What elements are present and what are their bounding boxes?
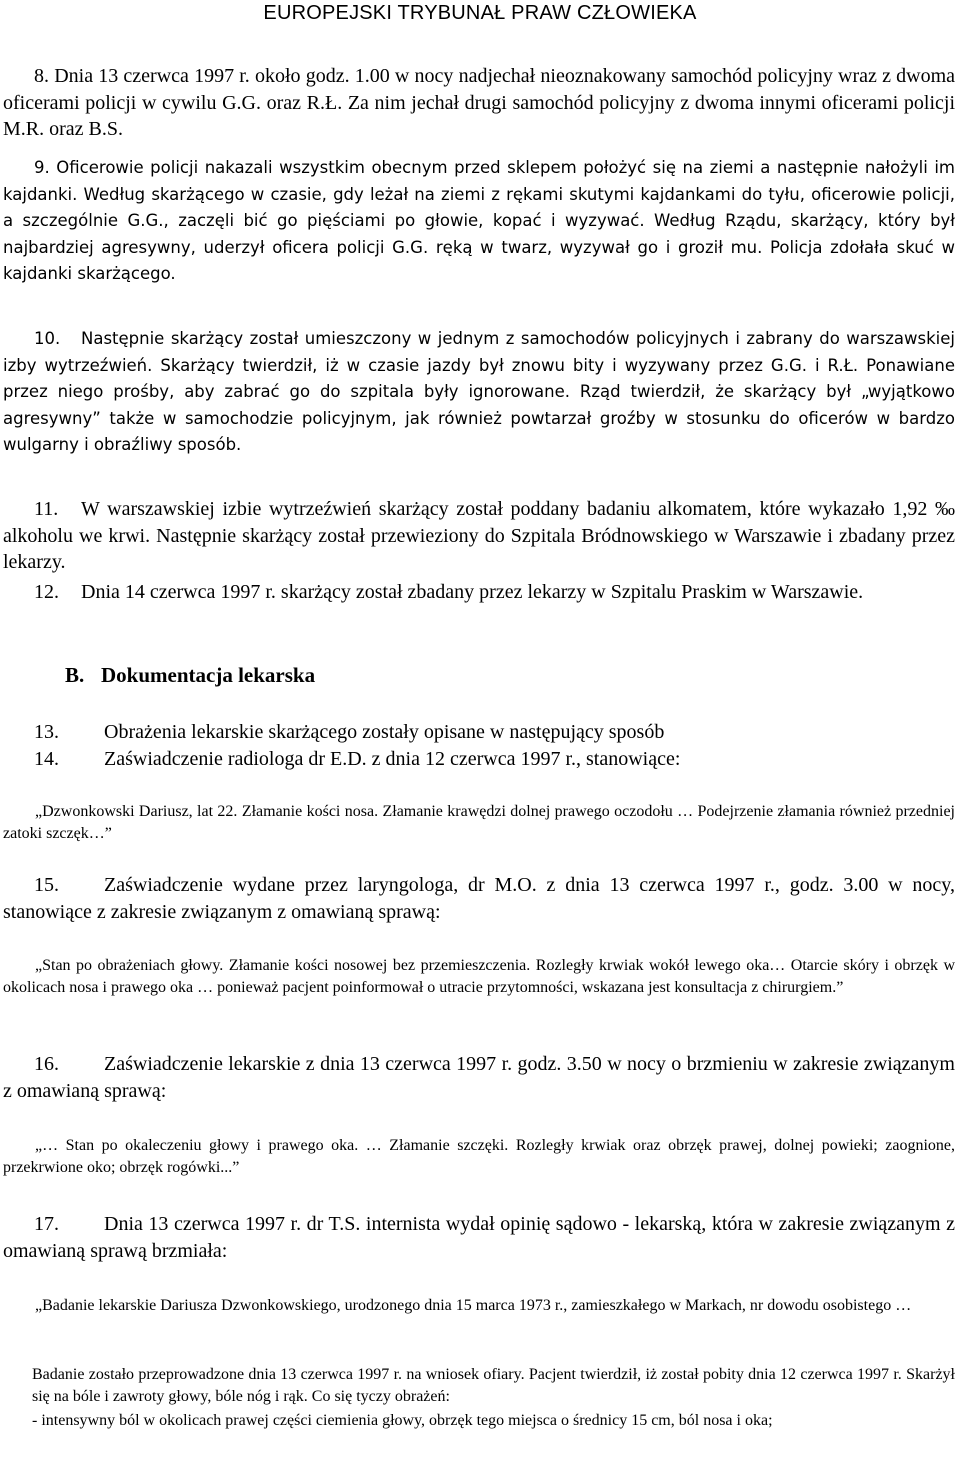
paragraph-text: W warszawskiej izbie wytrzeźwień skarżący został poddany badaniu alkomatem, które wykazało 1,92 ‰ alkoholu we krwi. Następnie skarżący został przewieziony do Szpitala Bródnowskiego w Warszawie i zbadany przez lekarzy.	[3, 498, 955, 573]
page-header: EUROPEJSKI TRYBUNAŁ PRAW CZŁOWIEKA	[263, 2, 697, 24]
paragraph-number: 12.	[34, 581, 59, 603]
paragraph-number: 8.	[34, 65, 49, 87]
quote-text: - intensywny ból w okolicach prawej części ciemienia głowy, obrzęk tego miejsca o średnicy 15 cm, ból nosa i oka;	[32, 1412, 773, 1429]
paragraph-number: 14.	[34, 748, 59, 770]
section-heading	[65, 663, 315, 688]
section-title: Dokumentacja lekarska	[101, 663, 316, 687]
quote-text: „Dzwonkowski Dariusz, lat 22. Złamanie kości nosa. Złamanie krawędzi dolnej prawego oczodołu … Podejrzenie złamania również przedniej zatoki szczęk…”	[3, 803, 955, 842]
quote-certificate	[3, 1135, 955, 1179]
paragraph-number: 13.	[34, 721, 59, 743]
paragraph-number: 9.	[34, 158, 50, 177]
paragraph-text: Dnia 14 czerwca 1997 r. skarżący został zbadany przez lekarzy w Szpitalu Praskim w Warszawie.	[81, 581, 864, 603]
section-letter: B.	[65, 663, 85, 687]
quote-internist-intro	[3, 1295, 955, 1317]
paragraph-number: 15.	[34, 874, 59, 896]
paragraph-number: 16.	[34, 1053, 59, 1075]
paragraph-9	[3, 155, 955, 288]
quote-text: „… Stan po okaleczeniu głowy i prawego oka. … Złamanie szczęki. Rozległy krwiak oraz obrzęk prawej, dolnej powieki; zaognione, przekrwione oko; obrzęk rogówki...”	[3, 1137, 955, 1176]
paragraph-13	[3, 719, 955, 746]
paragraph-text: Zaświadczenie lekarskie z dnia 13 czerwca 1997 r. godz. 3.50 w nocy o brzmieniu w zakresie związanym z omawianą sprawą:	[3, 1053, 955, 1102]
quote-text: „Badanie lekarskie Dariusza Dzwonkowskiego, urodzonego dnia 15 marca 1973 r., zamieszkałego w Markach, nr dowodu osobistego …	[35, 1297, 912, 1314]
paragraph-text: Zaświadczenie radiologa dr E.D. z dnia 12 czerwca 1997 r., stanowiące:	[104, 748, 681, 770]
paragraph-text: Dnia 13 czerwca 1997 r. dr T.S. internista wydał opinię sądowo - lekarską, która w zakresie związanym z omawianą sprawą brzmiała:	[3, 1213, 955, 1262]
paragraph-text: Zaświadczenie wydane przez laryngologa, dr M.O. z dnia 13 czerwca 1997 r., godz. 3.00 w nocy, stanowiące z zakresie związanym z omawianą sprawą:	[3, 874, 955, 923]
quote-internist-exam	[32, 1364, 955, 1408]
quote-internist-injuries	[32, 1410, 955, 1432]
quote-radiologist	[3, 801, 955, 845]
paragraph-text: Obrażenia lekarskie skarżącego zostały opisane w następujący sposób	[104, 721, 665, 743]
paragraph-text: Następnie skarżący został umieszczony w jednym z samochodów policyjnych i zabrany do warszawskiej izby wytrzeźwień. Skarżący twierdził, iż w czasie jazdy był znowu bity i wyzywany przez G.G. i R.Ł. Ponawiane przez niego prośby, aby zabrać go do szpitala były ignorowane. Rząd twierdził, że skarżący był „wyjątkowo agresywny” także w samochodzie policyjnym, jak również powtarzał groźby w stosunku do oficerów w bardzo wulgarny i obraźliwy sposób.	[3, 329, 955, 454]
paragraph-12	[3, 579, 955, 606]
paragraph-number: 17.	[34, 1213, 59, 1235]
paragraph-8	[3, 63, 955, 143]
paragraph-14	[3, 746, 955, 773]
paragraph-17	[3, 1211, 955, 1264]
paragraph-16	[3, 1051, 955, 1104]
paragraph-15	[3, 872, 955, 925]
paragraph-11	[3, 496, 955, 576]
paragraph-number: 10.	[34, 329, 61, 348]
quote-text: Badanie zostało przeprowadzone dnia 13 czerwca 1997 r. na wniosek ofiary. Pacjent twierdził, iż został pobity dnia 12 czerwca 1997 r. Skarżył się na bóle i zawroty głowy, bóle nóg i rąk. Co się tyczy obrażeń:	[32, 1366, 955, 1405]
paragraph-10	[3, 326, 955, 459]
quote-text: „Stan po obrażeniach głowy. Złamanie kości nosowej bez przemieszczenia. Rozległy krwiak wokół lewego oka… Otarcie skóry i obrzęk w okolicach nosa i prawego oka … ponieważ pacjent poinformował o utracie przytomności, wskazana jest konsultacja z chirurgiem.”	[3, 957, 955, 996]
quote-laryngologist	[3, 955, 955, 999]
paragraph-number: 11.	[34, 498, 59, 520]
paragraph-text: Dnia 13 czerwca 1997 r. około godz. 1.00 w nocy nadjechał nieoznakowany samochód policyjny wraz z dwoma oficerami policji w cywilu G.G. oraz R.Ł. Za nim jechał drugi samochód policyjny z dwoma innymi oficerami policji M.R. oraz B.S.	[3, 65, 956, 140]
paragraph-text: Oficerowie policji nakazali wszystkim obecnym przed sklepem położyć się na ziemi a następnie nałożyli im kajdanki. Według skarżącego w czasie, gdy leżał na ziemi z rękami skutymi kajdankami do tyłu, oficerowie policji, a szczególnie G.G., zaczęli bić go pięściami po głowie, kopać i wyzywać. Według Rządu, skarżący, który był najbardziej agresywny, uderzył oficera policji G.G. ręką w twarz, wyzywał go i groził mu. Policja zdołała skuć w kajdanki skarżącego.	[3, 158, 956, 283]
